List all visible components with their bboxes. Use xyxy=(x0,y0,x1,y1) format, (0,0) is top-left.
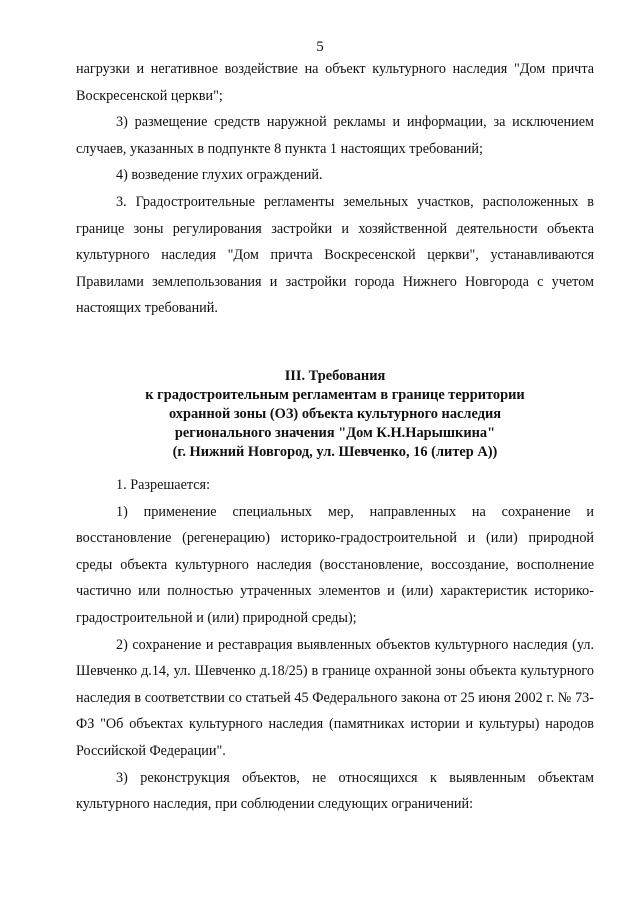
paragraph-allowed-item-3: 3) реконструкция объектов, не относящихся к выявленным объектам культурного наследия, при соблюдении следующих ограничений: xyxy=(76,769,594,813)
heading-line-5: (г. Нижний Новгород, ул. Шевченко, 16 (литер А)) xyxy=(172,444,498,460)
paragraph-item-3: 3) размещение средств наружной рекламы и информации, за исключением случаев, указанных в подпункте 8 пункта 1 настоящих требований; xyxy=(76,114,594,157)
paragraph-allowed: 1. Разрешается: xyxy=(116,477,211,493)
paragraph-allowed-item-2: 2) сохранение и реставрация выявленных объектов культурного наследия (ул. Шевченко д.14, ул. Шевченко д.18/25) в границе охранной зоны объекта культурного наследия в соответствии со статьей 45 Федерального закона от 25 июня 2002 г. № 73-ФЗ "Об объектах культурного наследия (памятниках истории и культуры) народов Российской Федерации". xyxy=(76,636,594,759)
paragraph-clause-3: 3. Градостроительные регламенты земельных участков, расположенных в границе зоны регулирования застройки и хозяйственной деятельности объекта культурного наследия "Дом причта Воскресенской церкви", устанавливаются Правилами землепользования и застройки города Нижнего Новгорода с учетом настоящих требований. xyxy=(76,193,594,317)
heading-line-2: к градостроительным регламентам в границе территории xyxy=(145,387,525,403)
heading-line-3: охранной зоны (ОЗ) объекта культурного наследия xyxy=(168,406,502,422)
heading-line-1: III. Требования xyxy=(284,368,386,384)
paragraph-continuation: нагрузки и негативное воздействие на объект культурного наследия "Дом причта Воскресенской церкви"; xyxy=(76,61,594,104)
section-heading xyxy=(76,367,594,462)
section-2-text xyxy=(76,472,594,818)
paragraph-item-4: 4) возведение глухих ограждений. xyxy=(116,167,323,184)
section-1-text xyxy=(76,56,594,322)
page-number: 5 xyxy=(316,39,324,55)
paragraph-allowed-item-1: 1) применение специальных мер, направленных на сохранение и восстановление (регенерацию) историко-градостроительной и (или) природной среды объекта культурного наследия (восстановление, воссоздание, восполнение частично или полностью утраченных элементов и (или) характеристик историко-градостроительной и (или) природной среды); xyxy=(76,503,594,626)
heading-line-4: регионального значения "Дом К.Н.Нарышкина" xyxy=(174,425,496,441)
